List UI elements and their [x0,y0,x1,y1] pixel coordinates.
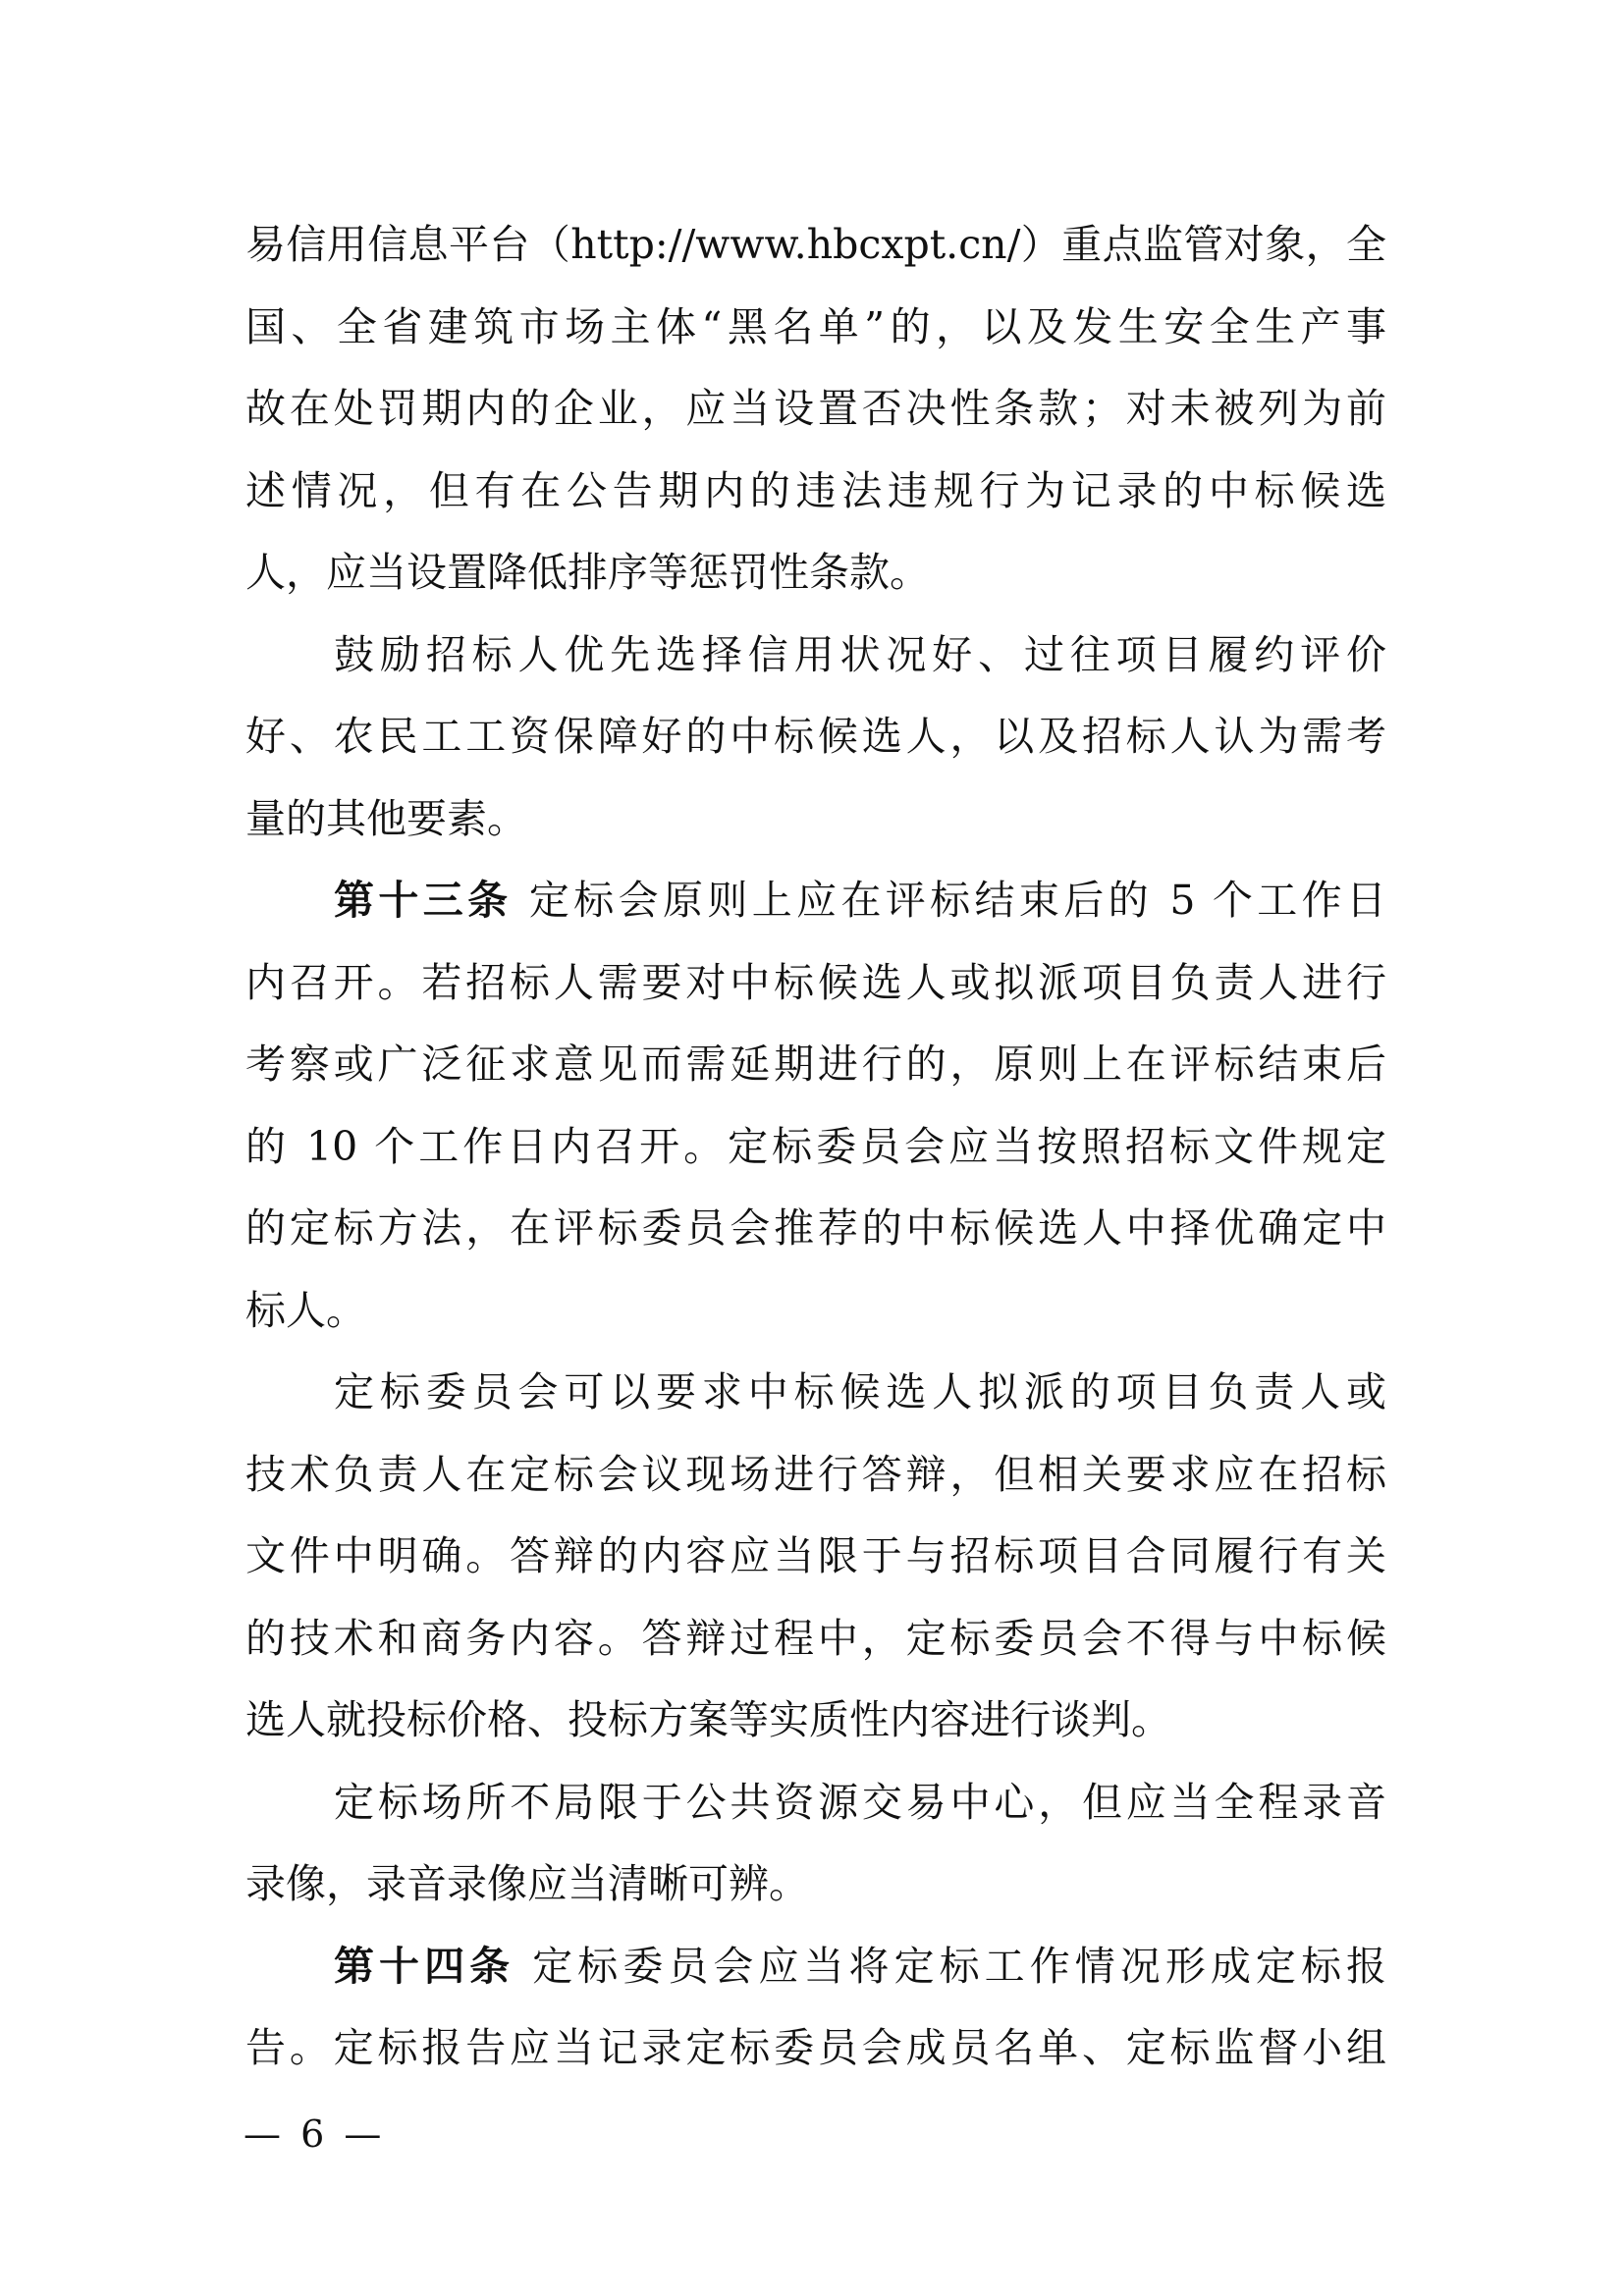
text-line: 鼓励招标人优先选择信用状况好、过往项目履约评价 [334,630,1386,678]
paragraph-defense [245,1352,1386,1762]
text-line: 好、农民工工资保障好的中标候选人，以及招标人认为需考 [245,713,1386,760]
text-line: 国、全省建筑市场主体“黑名单”的，以及发生安全生产事 [245,302,1386,350]
text-fragment: 定标委员会应当将定标工作情况形成定标报 [532,1942,1386,1990]
text-line: 考察或广泛征求意见而需延期进行的，原则上在评标结束后 [245,1041,1386,1088]
text-line: 定标委员会可以要求中标候选人拟派的项目负责人或 [334,1368,1386,1415]
text-line: 述情况，但有在公告期内的违法违规行为记录的中标候选 [245,466,1386,514]
text-line: 量的其他要素。 [245,794,527,842]
article-14-first-line [245,1926,1386,2008]
article-13-heading: 第十三条 [334,877,513,924]
text-line: 选人就投标价格、投标方案等实质性内容进行谈判。 [245,1696,1171,1743]
paragraph-credit-platform [245,204,1386,614]
text-fragment: 定标会原则上应在评标结束后的 5 个工作日 [528,877,1386,924]
page-number: — 6 — [243,2112,386,2156]
text-line: 人，应当设置降低排序等惩罚性条款。 [245,549,930,596]
text-line: 的定标方法，在评标委员会推荐的中标候选人中择优确定中 [245,1204,1386,1252]
paragraph-encourage [245,614,1386,861]
paragraph-venue [245,1762,1386,1926]
article-14-heading: 第十四条 [334,1942,515,1990]
paragraph-article-13 [245,860,1386,1352]
paragraph-article-14 [245,1926,1386,2090]
text-line: 定标场所不局限于公共资源交易中心，但应当全程录音 [334,1778,1386,1826]
text-line: 故在处罚期内的企业，应当设置否决性条款；对未被列为前 [245,385,1386,432]
text-line: 标人。 [245,1286,366,1334]
text-line: 易信用信息平台（http://www.hbcxpt.cn/）重点监管对象，全 [245,221,1386,268]
text-line: 的技术和商务内容。答辩过程中，定标委员会不得与中标候 [245,1614,1386,1662]
article-13-first-line [245,860,1386,942]
text-line: 的 10 个工作日内召开。定标委员会应当按照招标文件规定 [245,1122,1386,1170]
text-line: 内召开。若招标人需要对中标候选人或拟派项目负责人进行 [245,958,1386,1006]
text-line: 文件中明确。答辩的内容应当限于与招标项目合同履行有关 [245,1532,1386,1579]
text-line: 告。定标报告应当记录定标委员会成员名单、定标监督小组 [245,2024,1386,2071]
document-body [245,204,1386,2090]
text-line: 技术负责人在定标会议现场进行答辩，但相关要求应在招标 [245,1450,1386,1498]
text-line: 录像，录音录像应当清晰可辨。 [245,1860,809,1907]
